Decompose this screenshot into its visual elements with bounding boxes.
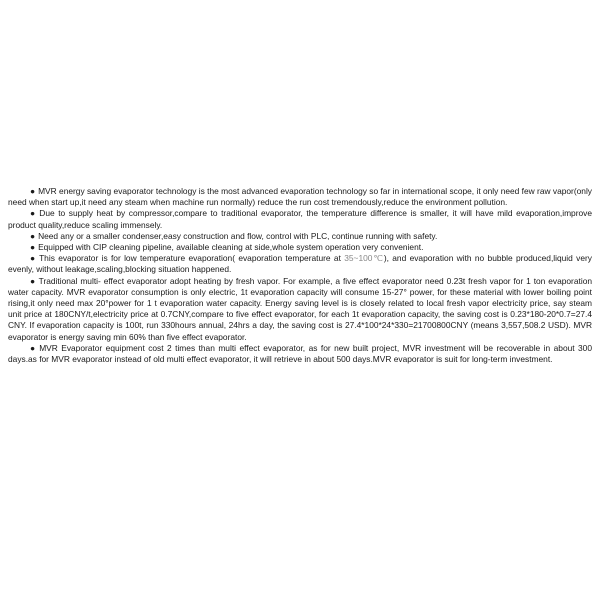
paragraph-text-continued: ), and evaporation with no bubble produced,liquid very evenly, without leakage,scaling,blocking situation happened.	[8, 253, 592, 275]
paragraph-cip-cleaning	[8, 242, 592, 253]
bullet-icon: ●	[30, 208, 37, 219]
paragraph-condenser	[8, 231, 592, 242]
bullet-icon: ●	[30, 342, 37, 353]
paragraph-text: MVR Evaporator equipment cost 2 times than multi effect evaporator, as for new built project, MVR investment will be recoverable in about 300 days.as for MVR evaporator instead of old multi effect evaporator, it will retrieve in about 500 days.MVR evaporator is suit for long-term investment.	[8, 342, 592, 365]
bullet-icon: ●	[30, 253, 37, 264]
bullet-icon: ●	[30, 242, 36, 253]
bullet-icon: ●	[30, 186, 36, 196]
paragraph-low-temperature	[8, 253, 592, 275]
paragraph-energy-saving	[8, 276, 592, 343]
paragraph-mvr-technology	[8, 186, 592, 208]
document-body	[8, 186, 592, 365]
temperature-range: 35~100℃	[344, 253, 384, 264]
paragraph-text: This evaporator is for low temperature evaporation( evaporation temperature at	[39, 253, 345, 264]
paragraph-text: Equipped with CIP cleaning pipeline, available cleaning at side,whole system operation very convenient.	[38, 242, 424, 253]
paragraph-compressor-heat	[8, 208, 592, 230]
bullet-icon: ●	[30, 275, 36, 286]
paragraph-investment	[8, 343, 592, 365]
bullet-icon: ●	[30, 230, 36, 241]
paragraph-text: Need any or a smaller condenser,easy construction and flow, control with PLC, continue running with safety.	[38, 230, 438, 241]
paragraph-text: MVR energy saving evaporator technology is the most advanced evaporation technology so far in international scope, it only need few raw vapor(only need when start up,it need any steam when machine run normally) reduce the run cost tremendously,reduce the environment pollution.	[8, 186, 592, 208]
paragraph-text: Due to supply heat by compressor,compare to traditional evaporator, the temperature difference is smaller, it will have mild evaporation,improve product quality,reduce scaling immensely.	[8, 208, 592, 230]
paragraph-text: Traditional multi- effect evaporator adopt heating by fresh vapor. For example, a five effect evaporator need 0.23t fresh vapor for 1 ton evaporation water capacity. MVR evaporator consumption is only electric, 1t evaporation capacity will consume 15-27° power, for these material with lower boiling point rising,it only need max 20°power for 1 t evaporation water capacity. Energy saving level is is closely related to local fresh vapor electricity price, say steam unit price at 180CNY/t,electricity price at 0.7CNY,compare to five effect evaporator, for each 1t evaporation capacity, the saving cost is 0.23*180-20*0.7=27.4 CNY. If evaporation capacity is 100t, run 330hours annual, 24hrs a day, the saving cost is 27.4*100*24*330=21700800CNY (means 3,557,508.2 USD). MVR evaporator is energy saving min 60% than five effect evaporator.	[8, 275, 593, 342]
